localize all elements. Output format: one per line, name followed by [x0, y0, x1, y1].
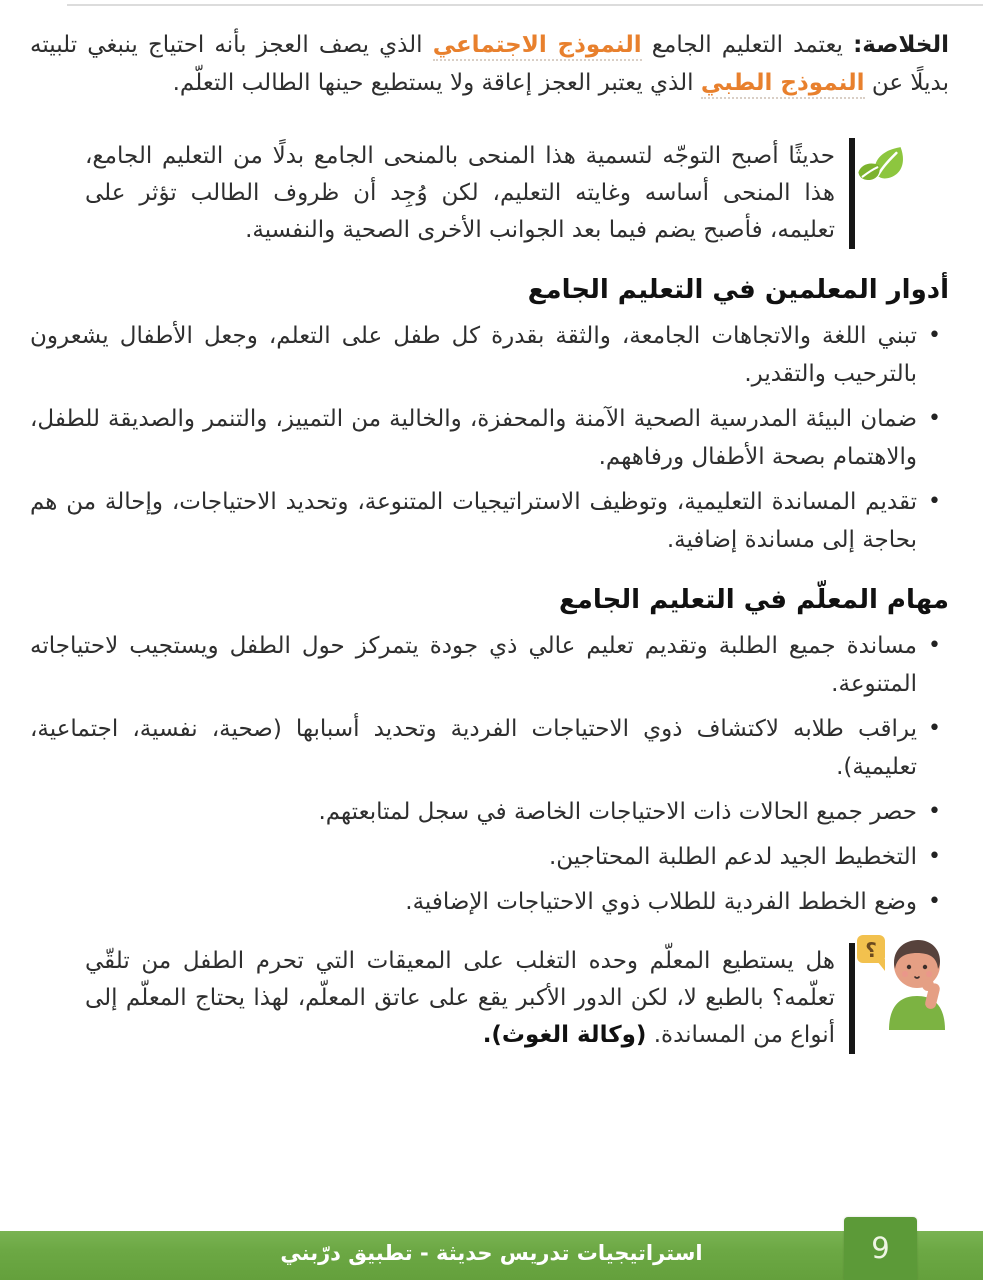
summary-label: الخلاصة:	[853, 32, 949, 58]
note-quote-block	[85, 138, 855, 249]
note-quote-text: حديثًا أصبح التوجّه لتسمية هذا المنحى بالمنحى الجامع بدلًا من التعليم الجامع، هذا المنحى أساسه وغايته التعليم، لكن وُجِد أن ظروف الطالب تؤثر على تعليمه، فأصبح يضم فيما بعد الجوانب الأخرى الصحية والنفسية.	[85, 143, 835, 243]
list-item: • التخطيط الجيد لدعم الطلبة المحتاجين.	[30, 838, 949, 876]
thinking-person-icon	[855, 933, 955, 1033]
leaf-icon	[855, 142, 909, 196]
top-divider	[67, 4, 983, 6]
page-number: 9	[871, 1231, 890, 1265]
summary-paragraph	[30, 26, 949, 102]
summary-text-1: يعتمد التعليم الجامع	[641, 32, 854, 58]
tasks-list	[30, 627, 949, 921]
list-item: • ضمان البيئة المدرسية الصحية الآمنة والمحفزة، والخالية من التمييز، والتنمر والصديقة للطفل، والاهتمام بصحة الأطفال ورفاههم.	[30, 400, 949, 476]
question-mark-glyph: ؟	[865, 938, 877, 962]
list-item: • تبني اللغة والاتجاهات الجامعة، والثقة بقدرة كل طفل على التعلم، وجعل الأطفال يشعرون بالترحيب والتقدير.	[30, 317, 949, 393]
question-quote-block	[85, 938, 877, 1054]
list-item: • تقديم المساندة التعليمية، وتوظيف الاستراتيجيات المتنوعة، وتحديد الاحتياجات، وإحالة من هم بحاجة إلى مساندة إضافية.	[30, 483, 949, 559]
tasks-section-title: مهام المعلّم في التعليم الجامع	[558, 585, 949, 615]
roles-list	[30, 317, 949, 559]
list-item: • يراقب طلابه لاكتشاف ذوي الاحتياجات الفردية وتحديد أسبابها (صحية، نفسية، اجتماعية، تعليمية).	[30, 710, 949, 786]
list-item: • مساندة جميع الطلبة وتقديم تعليم عالي ذي جودة يتمركز حول الطفل ويستجيب لاحتياجاته المتنوعة.	[30, 627, 949, 703]
highlight-social-model: النموذج الاجتماعي	[433, 32, 642, 61]
question-quote-text: هل يستطيع المعلّم وحده التغلب على المعيقات التي تحرم الطفل من تلقّي تعلّمه؟ بالطبع لا، لكن الدور الأكبر يقع على عاتق المعلّم، لهذا يحتاج المعلّم إلى أنواع من المساندة.	[85, 948, 835, 1048]
page-number-box	[844, 1217, 917, 1280]
highlight-medical-model: النموذج الطبي	[701, 70, 865, 99]
quote-source: (وكالة الغوث).	[482, 1022, 647, 1048]
footer-title: استراتيجيات تدريس حديثة - تطبيق درّبني	[280, 1241, 703, 1265]
list-item: • حصر جميع الحالات ذات الاحتياجات الخاصة في سجل لمتابعتهم.	[30, 793, 949, 831]
roles-section-title: أدوار المعلمين في التعليم الجامع	[527, 275, 949, 305]
summary-text-3: الذي يعتبر العجز إعاقة ولا يستطيع حينها الطالب التعلّم.	[172, 70, 701, 96]
footer-bar	[0, 1231, 983, 1280]
list-item: • وضع الخطط الفردية للطلاب ذوي الاحتياجات الإضافية.	[30, 883, 949, 921]
summary-text-2: الذي يصف العجز بأنه احتياج ينبغي تلبيته بديلًا عن	[30, 32, 949, 96]
